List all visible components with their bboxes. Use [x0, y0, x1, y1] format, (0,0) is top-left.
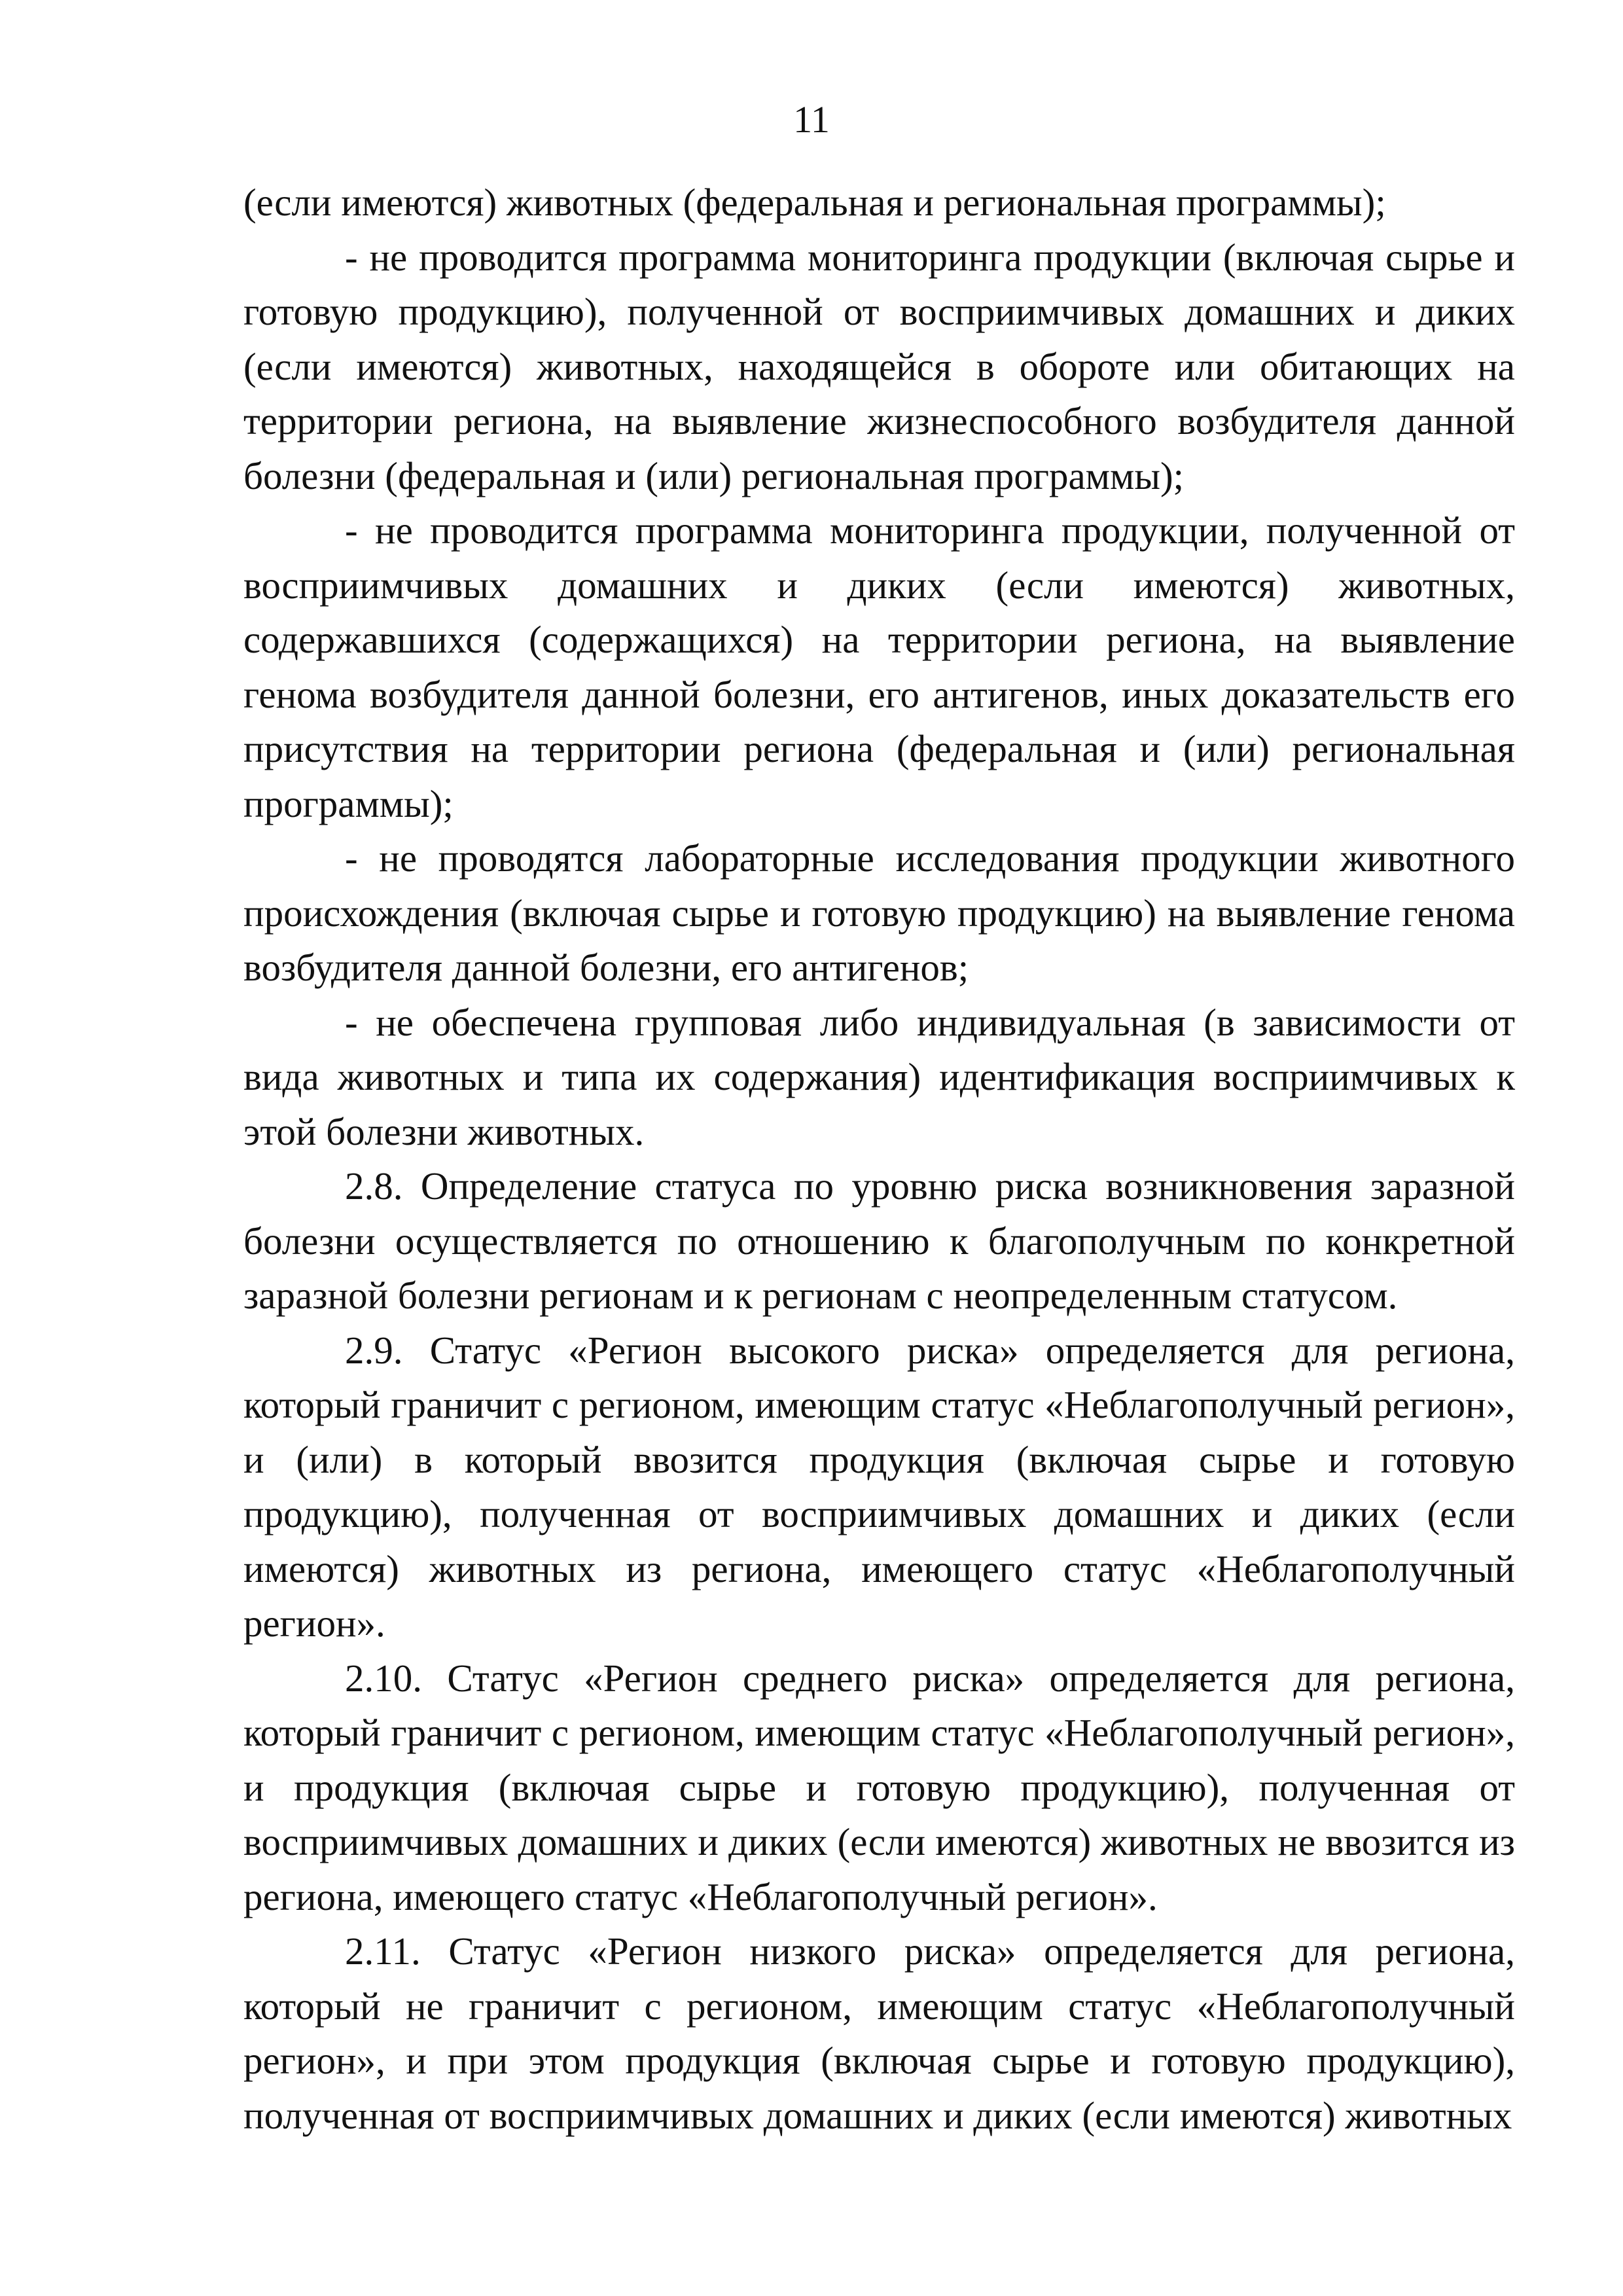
paragraph-2-9: 2.9. Статус «Регион высокого риска» определяется для региона, который граничит с регионом, имеющим статус «Неблагополучный регион», и (или) в который ввозится продукция (включая сырье и готовую продукцию), полученная от восприимчивых домашних и диких (если имеются) животных из региона, имеющего статус «Неблагополучный регион».: [243, 1328, 1515, 1645]
paragraph-identification: - не обеспечена групповая либо индивидуальная (в зависимости от вида животных и типа их содержания) идентификация восприимчивых к этой болезни животных.: [243, 1000, 1515, 1153]
paragraph-2-10: 2.10. Статус «Регион среднего риска» определяется для региона, который граничит с регионом, имеющим статус «Неблагополучный регион», и продукция (включая сырье и готовую продукцию), полученная от восприимчивых домашних и диких (если имеются) животных не ввозится из региона, имеющего статус «Неблагополучный регион».: [243, 1656, 1515, 1918]
paragraph-2-11: 2.11. Статус «Регион низкого риска» определяется для региона, который не граничит с регионом, имеющим статус «Неблагополучный регион», и при этом продукция (включая сырье и готовую продукцию), полученная от восприимчивых домашних и диких (если имеются) животных: [243, 1929, 1515, 2137]
paragraph-lab-tests: - не проводятся лабораторные исследования продукции животного происхождения (включая сырье и готовую продукцию) на выявление генома возбудителя данной болезни, его антигенов;: [243, 836, 1515, 989]
paragraph-2-8: 2.8. Определение статуса по уровню риска возникновения заразной болезни осуществляется по отношению к благополучным по конкретной заразной болезни регионам и к регионам с неопределенным статусом.: [243, 1164, 1515, 1317]
paragraph-monitoring-pathogen: - не проводится программа мониторинга продукции (включая сырье и готовую продукцию), полученной от восприимчивых домашних и диких (если имеются) животных, находящейся в обороте или обитающих на территории региона, на выявление жизнеспособного возбудителя данной болезни (федеральная и (или) региональная программы);: [243, 235, 1515, 497]
paragraph-monitoring-genome: - не проводится программа мониторинга продукции, полученной от восприимчивых домашних и диких (если имеются) животных, содержавшихся (содержащихся) на территории региона, на выявление генома возбудителя данной болезни, его антигенов, иных доказательств его присутствия на территории региона (федеральная и (или) региональная программы);: [243, 509, 1515, 825]
document-body: [243, 175, 1515, 2143]
page-number: 11: [793, 98, 830, 141]
paragraph-continuation: (если имеются) животных (федеральная и региональная программы);: [243, 181, 1386, 224]
